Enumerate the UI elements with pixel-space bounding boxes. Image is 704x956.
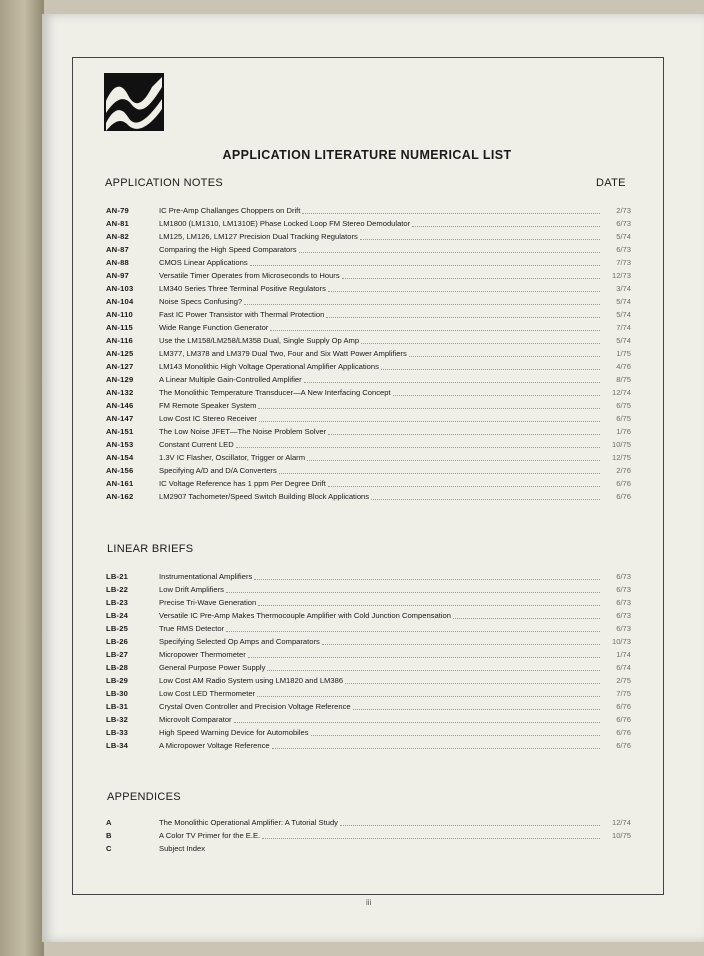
- item-title: Microvolt Comparator: [159, 715, 232, 724]
- item-date: 2/73: [616, 206, 631, 215]
- dot-leader: [328, 290, 600, 292]
- dot-leader: [453, 617, 600, 619]
- item-code: AN-146: [106, 401, 134, 410]
- list-item: [106, 726, 631, 739]
- linear-briefs-list: [106, 570, 631, 752]
- dot-leader: [258, 604, 600, 606]
- item-title: Crystal Oven Controller and Precision Voltage Reference: [159, 702, 351, 711]
- item-date: 6/75: [616, 401, 631, 410]
- list-item: [106, 451, 631, 464]
- item-code: LB-24: [106, 611, 129, 620]
- dot-leader: [250, 264, 600, 266]
- item-title: LM1800 (LM1310, LM1310E) Phase Locked Loop FM Stereo Demodulator: [159, 219, 411, 228]
- item-title: LM125, LM126, LM127 Precision Dual Tracking Regulators: [159, 232, 358, 241]
- dot-leader: [307, 459, 600, 461]
- dot-leader: [226, 630, 600, 632]
- item-title: A Linear Multiple Gain-Controlled Amplifier: [159, 375, 302, 384]
- appendices-list: [106, 816, 631, 855]
- item-date: 1/75: [616, 349, 631, 358]
- list-item: [106, 609, 631, 622]
- dot-leader: [258, 407, 600, 409]
- item-date: 6/76: [616, 479, 631, 488]
- item-title: Wide Range Function Generator: [159, 323, 269, 332]
- item-code: AN-81: [106, 219, 129, 228]
- item-code: AN-127: [106, 362, 134, 371]
- item-date: 6/76: [616, 741, 631, 750]
- item-title: Comparing the High Speed Comparators: [159, 245, 297, 254]
- item-code: AN-97: [106, 271, 129, 280]
- list-item: [106, 308, 631, 321]
- item-title: Noise Specs Confusing?: [159, 297, 243, 306]
- item-title: A Micropower Voltage Reference: [159, 741, 270, 750]
- list-item: [106, 438, 631, 451]
- item-title: A Color TV Primer for the E.E.: [159, 831, 261, 840]
- item-code: AN-162: [106, 492, 134, 501]
- dot-leader: [311, 734, 600, 736]
- item-date: 7/73: [616, 258, 631, 267]
- dot-leader: [371, 498, 600, 500]
- item-code: LB-23: [106, 598, 129, 607]
- list-item: [106, 661, 631, 674]
- item-code: LB-32: [106, 715, 129, 724]
- item-title: IC Voltage Reference has 1 ppm Per Degree Drift: [159, 479, 326, 488]
- item-date: 2/75: [616, 676, 631, 685]
- dot-leader: [270, 329, 600, 331]
- item-date: 6/76: [616, 492, 631, 501]
- item-date: 12/74: [611, 388, 631, 397]
- item-title: Precise Tri-Wave Generation: [159, 598, 257, 607]
- list-item: [106, 739, 631, 752]
- item-date: 8/75: [616, 375, 631, 384]
- item-code: LB-25: [106, 624, 129, 633]
- book-spine: [0, 0, 44, 956]
- item-title: FM Remote Speaker System: [159, 401, 257, 410]
- item-title: Specifying Selected Op Amps and Comparators: [159, 637, 320, 646]
- list-item: [106, 425, 631, 438]
- list-item: [106, 596, 631, 609]
- item-date: 5/74: [616, 336, 631, 345]
- item-title: General Purpose Power Supply: [159, 663, 266, 672]
- dot-leader: [272, 747, 600, 749]
- item-date: 5/74: [616, 297, 631, 306]
- item-title: Low Cost IC Stereo Receiver: [159, 414, 257, 423]
- list-item: [106, 570, 631, 583]
- list-item: [106, 622, 631, 635]
- item-date: 1/74: [616, 650, 631, 659]
- item-code: AN-110: [106, 310, 133, 319]
- item-title: Versatile IC Pre-Amp Makes Thermocouple Amplifier with Cold Junction Compensation: [159, 611, 451, 620]
- dot-leader: [302, 212, 600, 214]
- item-code: AN-125: [106, 349, 134, 358]
- item-code: AN-103: [106, 284, 134, 293]
- list-item: [106, 269, 631, 282]
- item-title: IC Pre-Amp Challanges Choppers on Drift: [159, 206, 301, 215]
- item-date: 5/74: [616, 310, 631, 319]
- item-date: 1/76: [616, 427, 631, 436]
- item-date: 6/73: [616, 585, 631, 594]
- item-title: High Speed Warning Device for Automobiles: [159, 728, 309, 737]
- item-code: AN-161: [106, 479, 134, 488]
- dot-leader: [226, 591, 600, 593]
- item-code: LB-29: [106, 676, 129, 685]
- item-title: The Monolithic Temperature Transducer—A New Interfacing Concept: [159, 388, 391, 397]
- list-item: [106, 295, 631, 308]
- item-title: LM340 Series Three Terminal Positive Regulators: [159, 284, 326, 293]
- page-number: iii: [366, 898, 372, 907]
- list-item: [106, 412, 631, 425]
- list-item: [106, 816, 631, 829]
- item-code: AN-104: [106, 297, 134, 306]
- appendices-heading: APPENDICES: [107, 791, 181, 803]
- item-date: 2/76: [616, 466, 631, 475]
- dot-leader: [328, 485, 600, 487]
- list-item: [106, 217, 631, 230]
- dot-leader: [345, 682, 600, 684]
- dot-leader: [360, 238, 600, 240]
- item-title: Fast IC Power Transistor with Thermal Protection: [159, 310, 325, 319]
- item-date: 5/74: [616, 232, 631, 241]
- item-date: 6/73: [616, 572, 631, 581]
- list-item: [106, 373, 631, 386]
- item-date: 6/73: [616, 245, 631, 254]
- item-code: AN-151: [106, 427, 134, 436]
- item-date: 6/75: [616, 414, 631, 423]
- dot-leader: [340, 824, 600, 826]
- dot-leader: [381, 368, 600, 370]
- item-title: The Monolithic Operational Amplifier: A Tutorial Study: [159, 818, 338, 827]
- date-column-heading: DATE: [596, 177, 626, 189]
- item-title: Micropower Thermometer: [159, 650, 246, 659]
- item-title: Constant Current LED: [159, 440, 234, 449]
- dot-leader: [234, 721, 600, 723]
- item-code: LB-34: [106, 741, 129, 750]
- item-date: 6/76: [616, 715, 631, 724]
- list-item: [106, 386, 631, 399]
- item-title: Low Cost AM Radio System using LM1820 and LM386: [159, 676, 344, 685]
- item-title: Versatile Timer Operates from Microseconds to Hours: [159, 271, 340, 280]
- item-date: 10/73: [611, 637, 631, 646]
- item-date: 12/74: [611, 818, 631, 827]
- item-title: Use the LM158/LM258/LM358 Dual, Single Supply Op Amp: [159, 336, 360, 345]
- list-item: [106, 321, 631, 334]
- item-title: True RMS Detector: [159, 624, 225, 633]
- item-date: 6/73: [616, 598, 631, 607]
- item-code: AN-153: [106, 440, 134, 449]
- list-item: [106, 243, 631, 256]
- item-date: 6/73: [616, 611, 631, 620]
- dot-leader: [361, 342, 600, 344]
- item-date: 7/75: [616, 689, 631, 698]
- dot-leader: [279, 472, 600, 474]
- dot-leader: [304, 381, 600, 383]
- dot-leader: [257, 695, 600, 697]
- list-item: [106, 635, 631, 648]
- item-title: Subject Index: [159, 844, 206, 853]
- list-item: [106, 230, 631, 243]
- item-code: AN-116: [106, 336, 133, 345]
- item-code: LB-30: [106, 689, 129, 698]
- item-date: 12/73: [611, 271, 631, 280]
- item-code: AN-147: [106, 414, 134, 423]
- dot-leader: [409, 355, 600, 357]
- list-item: [106, 347, 631, 360]
- dot-leader: [412, 225, 600, 227]
- dot-leader: [353, 708, 600, 710]
- list-item: [106, 713, 631, 726]
- item-code: AN-154: [106, 453, 134, 462]
- national-semiconductor-logo-icon: [104, 73, 164, 131]
- item-code: LB-21: [106, 572, 129, 581]
- item-title: Specifying A/D and D/A Converters: [159, 466, 277, 475]
- dot-leader: [248, 656, 600, 658]
- item-title: Instrumentational Amplifiers: [159, 572, 253, 581]
- item-date: 10/75: [611, 831, 631, 840]
- item-code: AN-82: [106, 232, 129, 241]
- item-title: LM2907 Tachometer/Speed Switch Building Block Applications: [159, 492, 370, 501]
- dot-leader: [328, 433, 600, 435]
- item-code: AN-132: [106, 388, 134, 397]
- list-item: [106, 204, 631, 217]
- item-title: The Low Noise JFET—The Noise Problem Solver: [159, 427, 327, 436]
- dot-leader: [254, 578, 600, 580]
- item-date: 3/74: [616, 284, 631, 293]
- dot-leader: [236, 446, 600, 448]
- page-title: APPLICATION LITERATURE NUMERICAL LIST: [222, 148, 512, 162]
- list-item: [106, 829, 631, 842]
- item-date: 6/76: [616, 702, 631, 711]
- list-item: [106, 842, 631, 855]
- item-date: 4/76: [616, 362, 631, 371]
- list-item: [106, 464, 631, 477]
- item-date: 7/74: [616, 323, 631, 332]
- item-code: LB-27: [106, 650, 129, 659]
- item-code: A: [106, 818, 112, 827]
- item-code: AN-87: [106, 245, 129, 254]
- list-item: [106, 334, 631, 347]
- item-title: Low Cost LED Thermometer: [159, 689, 256, 698]
- list-item: [106, 648, 631, 661]
- item-code: LB-33: [106, 728, 129, 737]
- item-date: 6/76: [616, 728, 631, 737]
- list-item: [106, 360, 631, 373]
- dot-leader: [262, 837, 600, 839]
- dot-leader: [393, 394, 600, 396]
- list-item: [106, 256, 631, 269]
- dot-leader: [299, 251, 600, 253]
- item-date: 6/73: [616, 624, 631, 633]
- dot-leader: [342, 277, 600, 279]
- item-date: 6/74: [616, 663, 631, 672]
- dot-leader: [326, 316, 600, 318]
- list-item: [106, 687, 631, 700]
- item-code: LB-26: [106, 637, 129, 646]
- list-item: [106, 490, 631, 503]
- item-code: LB-31: [106, 702, 129, 711]
- application-notes-list: [106, 204, 631, 503]
- item-code: AN-88: [106, 258, 129, 267]
- dot-leader: [244, 303, 600, 305]
- item-code: C: [106, 844, 112, 853]
- linear-briefs-heading: LINEAR BRIEFS: [107, 543, 194, 555]
- list-item: [106, 674, 631, 687]
- item-code: AN-156: [106, 466, 134, 475]
- dot-leader: [267, 669, 600, 671]
- item-title: LM143 Monolithic High Voltage Operational Amplifier Applications: [159, 362, 379, 371]
- list-item: [106, 700, 631, 713]
- item-code: LB-28: [106, 663, 129, 672]
- item-code: AN-129: [106, 375, 134, 384]
- item-date: 6/73: [616, 219, 631, 228]
- item-code: B: [106, 831, 112, 840]
- item-title: 1.3V IC Flasher, Oscillator, Trigger or Alarm: [159, 453, 306, 462]
- item-title: Low Drift Amplifiers: [159, 585, 224, 594]
- dot-leader: [259, 420, 600, 422]
- list-item: [106, 399, 631, 412]
- item-code: AN-79: [106, 206, 129, 215]
- item-title: LM377, LM378 and LM379 Dual Two, Four and Six Watt Power Amplifiers: [159, 349, 407, 358]
- list-item: [106, 282, 631, 295]
- item-date: 12/75: [611, 453, 631, 462]
- dot-leader: [322, 643, 600, 645]
- item-title: CMOS Linear Applications: [159, 258, 248, 267]
- list-item: [106, 583, 631, 596]
- list-item: [106, 477, 631, 490]
- item-code: LB-22: [106, 585, 129, 594]
- item-code: AN-115: [106, 323, 133, 332]
- application-notes-heading: APPLICATION NOTES: [105, 177, 223, 189]
- item-date: 10/75: [611, 440, 631, 449]
